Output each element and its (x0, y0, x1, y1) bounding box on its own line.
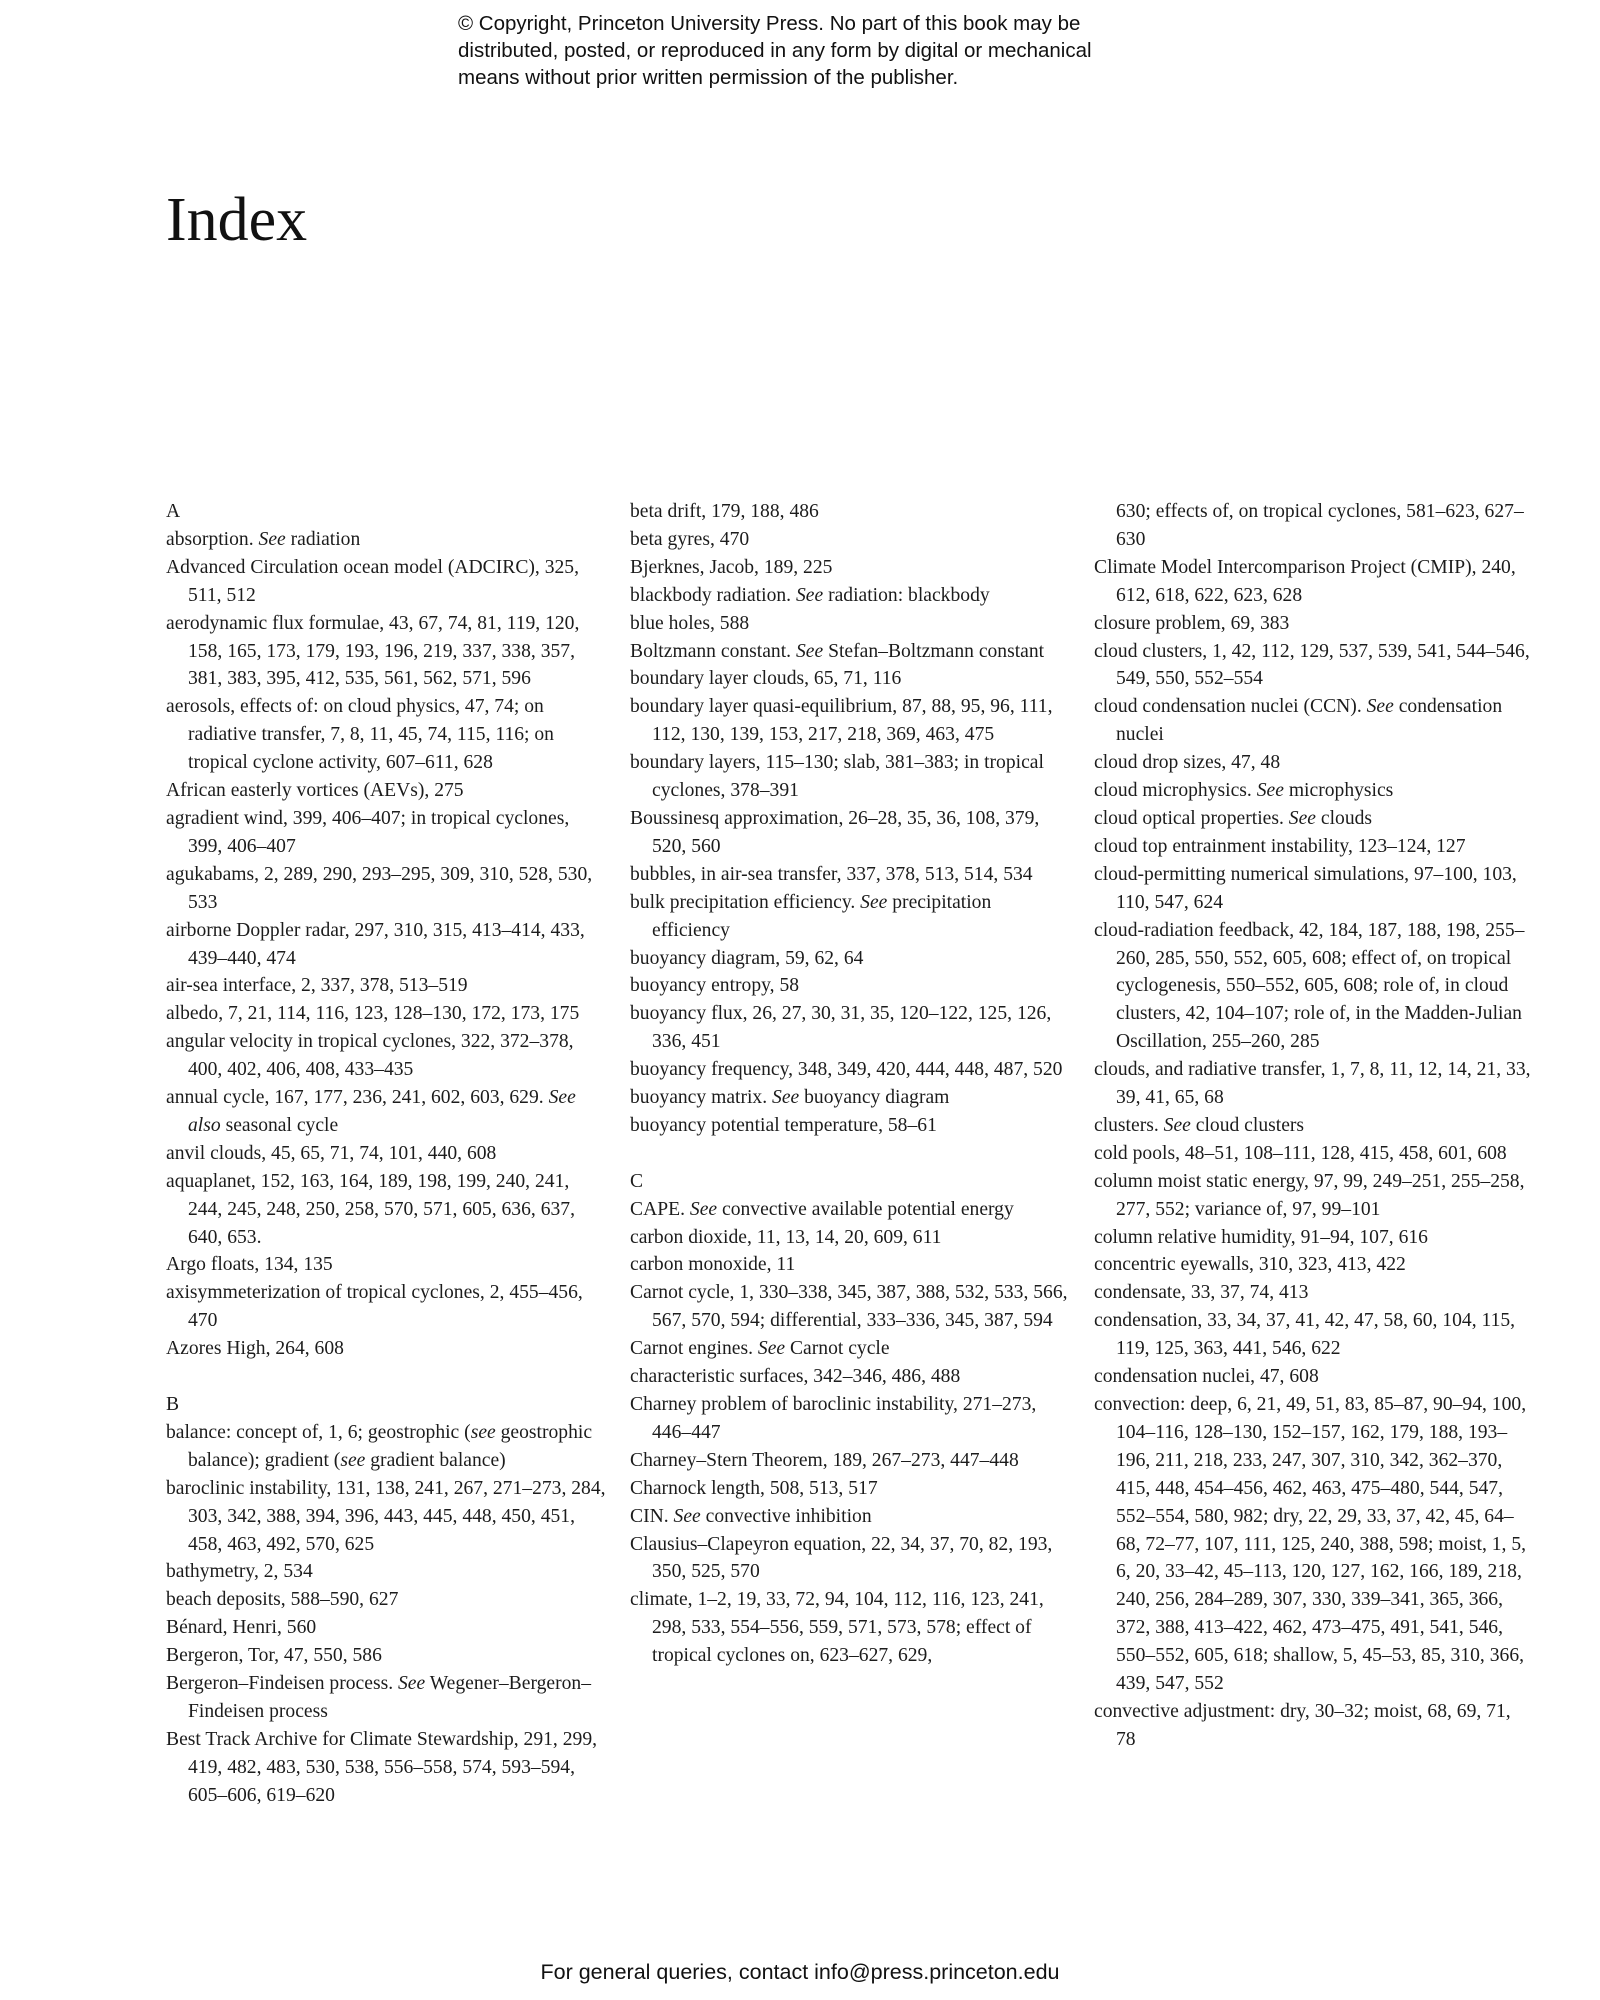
index-entry: Charnock length, 508, 513, 517 (630, 1477, 878, 1499)
index-entry: Carnot engines. See Carnot cycle (630, 1338, 890, 1360)
index-entry: Boltzmann constant. See Stefan–Boltzmann constant (630, 640, 1045, 662)
index-entry: air-sea interface, 2, 337, 378, 513–519 (166, 975, 468, 997)
index-entry: anvil clouds, 45, 65, 71, 74, 101, 440, 608 (166, 1142, 497, 1164)
index-entry: concentric eyewalls, 310, 323, 413, 422 (1094, 1254, 1406, 1276)
section-letter: C (630, 1170, 644, 1192)
index-entry: Best Track Archive for Climate Stewardship, 291, 299, 419, 482, 483, 530, 538, 556–558, 574, 593–594, 605–606, 619–620 (166, 1728, 598, 1806)
index-entry: cloud-permitting numerical simulations, 97–100, 103, 110, 547, 624 (1094, 863, 1517, 913)
index-entry: climate, 1–2, 19, 33, 72, 94, 104, 112, 116, 123, 241, 298, 533, 554–556, 559, 571, 573, 578; effect of tropical cyclones on, 623–627, 629, (630, 1589, 1044, 1667)
footer-contact: For general queries, contact info@press.princeton.edu (540, 1960, 1060, 1984)
index-entry: cloud optical properties. See clouds (1094, 807, 1373, 829)
index-entry: agukabams, 2, 289, 290, 293–295, 309, 310, 528, 530, 533 (166, 863, 593, 913)
index-entry: Boussinesq approximation, 26–28, 35, 36, 108, 379, 520, 560 (630, 807, 1040, 857)
index-entry: blackbody radiation. See radiation: blackbody (630, 584, 990, 606)
index-entry: Bénard, Henri, 560 (166, 1617, 317, 1639)
index-column-3 (1094, 498, 1534, 1754)
copyright-notice (458, 10, 1218, 91)
index-entry: clusters. See cloud clusters (1094, 1114, 1305, 1136)
index-entry: boundary layer quasi-equilibrium, 87, 88, 95, 96, 111, 112, 130, 139, 153, 217, 218, 369, 463, 475 (630, 696, 1053, 746)
index-entry: agradient wind, 399, 406–407; in tropical cyclones, 399, 406–407 (166, 807, 570, 857)
index-entry: Clausius–Clapeyron equation, 22, 34, 37, 70, 82, 193, 350, 525, 570 (630, 1533, 1053, 1583)
index-entry: characteristic surfaces, 342–346, 486, 488 (630, 1366, 961, 1388)
index-entry: buoyancy frequency, 348, 349, 420, 444, 448, 487, 520 (630, 1059, 1063, 1081)
index-entry: aquaplanet, 152, 163, 164, 189, 198, 199, 240, 241, 244, 245, 248, 250, 258, 570, 571, 605, 636, 637, 640, 653. (166, 1170, 575, 1248)
index-entry: bathymetry, 2, 534 (166, 1561, 313, 1583)
index-entry: convection: deep, 6, 21, 49, 51, 83, 85–87, 90–94, 100, 104–116, 128–130, 152–157, 162, 179, 188, 193–196, 211, 218, 233, 247, 307, 310, 342, 362–370, 415, 448, 454–456, 462, 463, 475–480, 544, 547, 552–554, 580, 982; dry, 22, 29, 33, 37, 42, 45, 64–68, 72–77, 107, 111, 125, 240, 388, 598; moist, 1, 5, 6, 20, 33–42, 45–113, 120, 127, 162, 166, 189, 218, 240, 256, 284–289, 307, 330, 339–341, 365, 366, 372, 388, 413–422, 462, 473–475, 491, 541, 546, 550–552, 605, 618; shallow, 5, 45–53, 85, 310, 366, 439, 547, 552 (1094, 1394, 1527, 1695)
index-entry: beta gyres, 470 (630, 528, 750, 550)
section-gap (166, 1363, 606, 1391)
index-entry: buoyancy potential temperature, 58–61 (630, 1114, 937, 1136)
index-entry: boundary layers, 115–130; slab, 381–383; in tropical cyclones, 378–391 (630, 752, 1044, 802)
page-title: Index (166, 186, 308, 254)
index-entry: cloud condensation nuclei (CCN). See condensation nuclei (1094, 696, 1503, 746)
index-entry: closure problem, 69, 383 (1094, 612, 1290, 634)
index-entry: cloud-radiation feedback, 42, 184, 187, 188, 198, 255–260, 285, 550, 552, 605, 608; effect of, on tropical cyclogenesis, 550–552, 605, 608; role of, in cloud clusters, 42, 104–107; role of, in the Madden-Julian Oscillation, 255–260, 285 (1094, 919, 1525, 1053)
index-column-2 (630, 498, 1070, 1670)
index-entry: condensate, 33, 37, 74, 413 (1094, 1282, 1309, 1304)
copyright-line: means without prior written permission of the publisher. (458, 66, 959, 89)
section-letter: B (166, 1393, 180, 1415)
index-entry: angular velocity in tropical cyclones, 322, 372–378, 400, 402, 406, 408, 433–435 (166, 1031, 574, 1081)
section-letter: A (166, 501, 181, 522)
index-entry: column relative humidity, 91–94, 107, 616 (1094, 1226, 1428, 1248)
section-gap (630, 1140, 1070, 1168)
index-entry: cloud microphysics. See microphysics (1094, 780, 1394, 802)
index-entry: African easterly vortices (AEVs), 275 (166, 780, 464, 802)
index-entry: Climate Model Intercomparison Project (CMIP), 240, 612, 618, 622, 623, 628 (1094, 556, 1516, 606)
index-entry: axisymmeterization of tropical cyclones, 2, 455–456, 470 (166, 1282, 583, 1332)
index-entry: beta drift, 179, 188, 486 (630, 501, 819, 522)
index-entry: condensation, 33, 34, 37, 41, 42, 47, 58, 60, 104, 115, 119, 125, 363, 441, 546, 622 (1094, 1310, 1516, 1360)
index-entry: convective adjustment: dry, 30–32; moist, 68, 69, 71, 78 (1094, 1700, 1511, 1750)
copyright-line: © Copyright, Princeton University Press. No part of this book may be (458, 12, 1081, 35)
index-entry: Bergeron, Tor, 47, 550, 586 (166, 1645, 382, 1667)
index-entry: condensation nuclei, 47, 608 (1094, 1366, 1319, 1388)
index-entry: bubbles, in air-sea transfer, 337, 378, 513, 514, 534 (630, 863, 1033, 885)
index-entry: annual cycle, 167, 177, 236, 241, 602, 603, 629. See also seasonal cycle (166, 1087, 576, 1136)
index-entry: aerodynamic flux formulae, 43, 67, 74, 81, 119, 120, 158, 165, 173, 179, 193, 196, 219, 337, 338, 357, 381, 383, 395, 412, 535, 561, 562, 571, 596 (166, 612, 580, 690)
copyright-line: distributed, posted, or reproduced in any form by digital or mechanical (458, 39, 1092, 62)
index-entry: Argo floats, 134, 135 (166, 1254, 333, 1276)
index-entry: albedo, 7, 21, 114, 116, 123, 128–130, 172, 173, 175 (166, 1003, 580, 1025)
index-entry: beach deposits, 588–590, 627 (166, 1589, 399, 1611)
index-entry: Bergeron–Findeisen process. See Wegener–Bergeron–Findeisen process (166, 1673, 592, 1722)
index-entry: 630; effects of, on tropical cyclones, 581–623, 627–630 (1116, 501, 1524, 550)
index-entry: Charney problem of baroclinic instability, 271–273, 446–447 (630, 1393, 1037, 1443)
index-entry: column moist static energy, 97, 99, 249–251, 255–258, 277, 552; variance of, 97, 99–101 (1094, 1170, 1525, 1220)
index-entry: buoyancy flux, 26, 27, 30, 31, 35, 120–122, 125, 126, 336, 451 (630, 1003, 1052, 1053)
index-entry: bulk precipitation efficiency. See precipitation efficiency (630, 891, 992, 941)
index-entry: CIN. See convective inhibition (630, 1505, 872, 1527)
index-columns (166, 498, 1531, 1878)
index-entry: aerosols, effects of: on cloud physics, 47, 74; on radiative transfer, 7, 8, 11, 45, 74, 115, 116; on tropical cyclone activity, 607–611, 628 (166, 696, 554, 774)
index-column-1 (166, 498, 606, 1810)
index-entry: baroclinic instability, 131, 138, 241, 267, 271–273, 284, 303, 342, 388, 394, 396, 443, 445, 448, 450, 451, 458, 463, 492, 570, 625 (166, 1477, 606, 1555)
index-entry: cloud drop sizes, 47, 48 (1094, 752, 1281, 774)
index-entry: carbon monoxide, 11 (630, 1254, 796, 1276)
index-entry: buoyancy diagram, 59, 62, 64 (630, 947, 864, 969)
index-entry: carbon dioxide, 11, 13, 14, 20, 609, 611 (630, 1226, 942, 1248)
index-entry: buoyancy matrix. See buoyancy diagram (630, 1087, 950, 1109)
index-entry: absorption. See radiation (166, 528, 361, 550)
index-entry: CAPE. See convective available potential energy (630, 1198, 1014, 1220)
index-entry: Advanced Circulation ocean model (ADCIRC), 325, 511, 512 (166, 556, 579, 606)
index-entry: cloud top entrainment instability, 123–124, 127 (1094, 835, 1466, 857)
index-entry: clouds, and radiative transfer, 1, 7, 8, 11, 12, 14, 21, 33, 39, 41, 65, 68 (1094, 1059, 1531, 1109)
index-entry: airborne Doppler radar, 297, 310, 315, 413–414, 433, 439–440, 474 (166, 919, 585, 969)
index-entry: cloud clusters, 1, 42, 112, 129, 537, 539, 541, 544–546, 549, 550, 552–554 (1094, 640, 1530, 690)
index-entry: Azores High, 264, 608 (166, 1338, 344, 1360)
index-entry: cold pools, 48–51, 108–111, 128, 415, 458, 601, 608 (1094, 1142, 1507, 1164)
index-entry: Carnot cycle, 1, 330–338, 345, 387, 388, 532, 533, 566, 567, 570, 594; differential, 333–336, 345, 387, 594 (630, 1282, 1068, 1332)
index-entry: blue holes, 588 (630, 612, 750, 634)
index-entry: buoyancy entropy, 58 (630, 975, 800, 997)
index-entry: Bjerknes, Jacob, 189, 225 (630, 556, 833, 578)
index-entry: balance: concept of, 1, 6; geostrophic (see geostrophic balance); gradient (see gradient balance) (166, 1421, 593, 1471)
index-entry: Charney–Stern Theorem, 189, 267–273, 447–448 (630, 1449, 1019, 1471)
index-entry: boundary layer clouds, 65, 71, 116 (630, 668, 902, 690)
